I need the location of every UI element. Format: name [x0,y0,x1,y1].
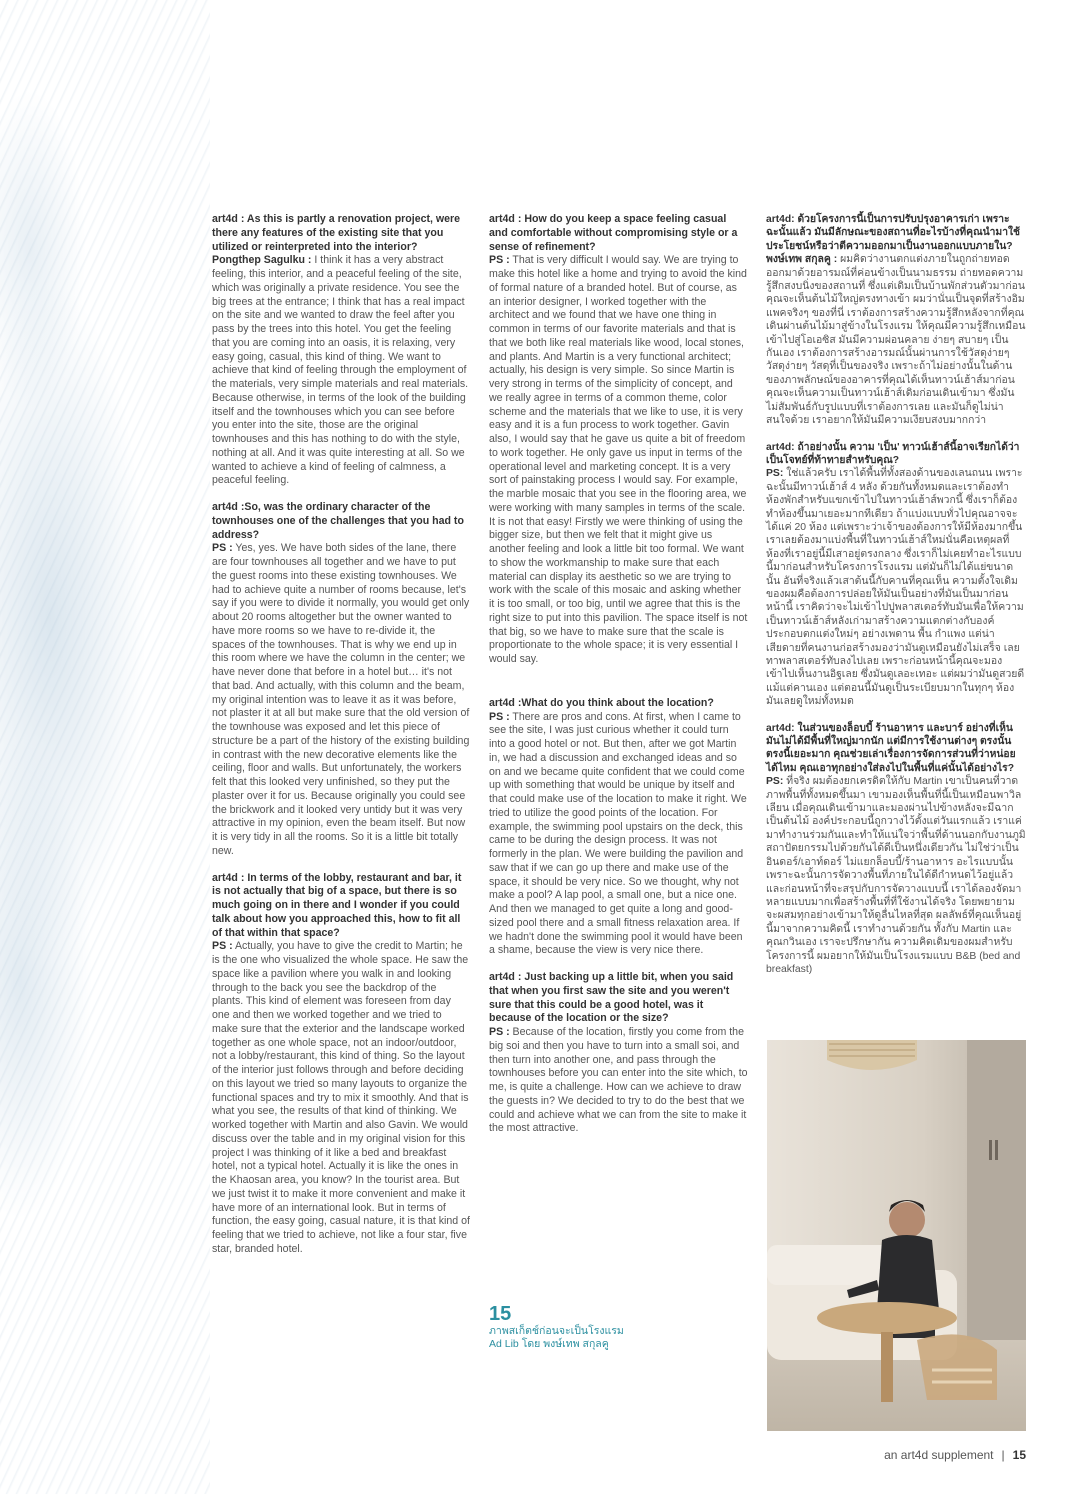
page-number: 15 [1012,1448,1026,1462]
answer: ผมคิดว่างานตกแต่งภายในถูกถ่ายทอดออกมาด้วยอารมณ์ที่ค่อนข้างเป็นนามธรรม ถ่ายทอดความรู้สึกสงบนิ่งของสถานที่ ซึ่งแต่เดิมเป็นบ้านพักส่วนตัวมาก่อน คุณจะเห็นต้นไม้ใหญ่ตรงทางเข้า ผมว่านั่นเป็นจุดที่สร้างอิมแพคจริงๆ ของที่นี่ เราต้องการสร้างความรู้สึกหลังจากที่คุณเดินผ่านต้นไม้มาสู่ข้างในโรงแรม ให้คุณมีความรู้สึกเหมือนเข้าไปสู่โอเอซิส มันมีความผ่อนคลาย ง่ายๆ สบายๆ เป็นกันเอง เราต้องการสร้างอารมณ์นั้นผ่านการใช้วัสดุง่ายๆ วัสดุง่ายๆ วัสดุที่เป็นของจริง เพราะถ้าไม่อย่างนั้นในด้านของภาพลักษณ์ของอาคารที่คุณได้เห็นทาวน์เฮ้าส์มาก่อน คุณจะเห็นความเป็นทาวน์เฮ้าส์เดิมก่อนเดินเข้ามา ซึ่งมันไม่สัมพันธ์กับรูปแบบที่เราต้องการเลย และมันก็ดูไม่น่าสนใจด้วย เราอยากให้มันมีความเงียบสงบมากกว่า [766,254,1026,427]
footer-separator: | [1001,1448,1005,1462]
article-column-1 [212,213,470,1270]
answer: There are pros and cons. At first, when I came to see the site, I was just curious whether it could turn into a good hotel or not. But then, after we got Martin in, we had a discussion and exchanged ideas and so on and we became quite confident that we could come up with something that would be unique by itself and that could make use of the location to make it right. We tried to utilize the good points of the location. For example, the swimming pool upstairs on the deck, this came to be during the design process. It was not formerly in the plan. We were building the pavilion and saw that if we can go up there and make use of the space, it should be very nice. So we thought, why not make a pool? A lap pool, a small one, but a nice one. And then we managed to get quite a long and good-sized pool there and a small fitness relaxation area. If we hadn't done the swimming pool it would have been a shame, because the view is very nice there. [489,710,747,957]
designer-portrait-photo [767,1040,1026,1431]
portrait-illustration [767,1040,1026,1431]
page-footer [840,1448,1026,1462]
answer: Because of the location, firstly you come from the big soi and then you have to turn into a small soi, and then turn into another one, and pass through the townhouses before you can enter into the site which, to me, is quite a challenge. How can we achieve to draw the guests in? We decided to try to do the best that we could and achieve what we can from the site to make it the most attractive. [489,1026,748,1135]
qa-block [212,213,470,488]
question: art4d : As this is partly a renovation project, were there any features of the existing site that you utilized or reinterpreted into the interior? [212,213,461,253]
question: art4d: ในส่วนของล็อบบี้ ร้านอาหาร และบาร์ อย่างที่เห็น มันไม่ได้มีพื้นที่ใหญ่มากนัก แต่มีการใช้งานต่างๆ ตรงนั้นตรงนี้เยอะมาก คุณช่วยเล่าเรื่องการจัดการส่วนที่ว่าหน่อยได้ไหม คุณเอาทุกอย่างใส่ลงไปในพื้นที่แค่นั้นได้อย่างไร? [766,722,1016,774]
speaker: PS : [212,542,233,555]
question: art4d :What do you think about the location? [489,696,714,709]
qa-block [766,213,1026,428]
qa-block [212,872,470,1257]
qa-block [489,971,748,1136]
answer: That is very difficult I would say. We are trying to make this hotel like a home and trying to avoid the kind of formal nature of a branded hotel. But of course, as an interior designer, I worked together with the architect and we found that we have one thing in common in terms of our favorite materials and that is that we both like real materials like wood, local stones, and plants. And Martin is a very functional architect; actually, his design is very simple. So since Martin is very strong in terms of the simplicity of concept, and we really agree in terms of a common theme, color scheme and the materials that we like to use, it is very easy and it is a fun process to work together. Gavin also, I would say that he gave us quite a bit of freedom to work together. He only gave us input in terms of the operational level and marketing concept. It is a very sort of painstaking process I would say. For example, the marble mosaic that you see in the flooring area, we were working with many samples in terms of the scale. It is not that easy! Firstly we were thinking of using the bigger size, but then we felt that it might give us another feeling and look a little bit too formal. We want to show the workmanship to make sure that each material can display its aesthetic so we are trying to work with the scale of this mosaic and asking whether it is too small, or too big, until we agree that this is the right size to put into this pavilion. The space itself is not that big, so we have to make sure that the scale is proportionate to the whole space; it is very essential I would say. [489,254,748,665]
article-column-2 [489,213,748,1149]
speaker: Pongthep Sagulku : [212,254,312,267]
answer: ใช่แล้วครับ เราได้พื้นที่ทั้งสองด้านของเลนถนน เพราะฉะนั้นมีทาวน์เฮ้าส์ 4 หลัง ด้วยกันทั้งหมดและเราต้องทำห้องพักสำหรับแขกเข้าไปในทาวน์เฮ้าส์พวกนี้ ซึ่งเราก็ต้องทำห้องขึ้นมาเยอะมากทีเดียว ถ้าแบ่งแบบทั่วไปคุณอาจจะได้แค่ 20 ห้อง แต่เพราะว่าเจ้าของต้องการให้มีห้องมากขึ้น เราเลยต้องมาแบ่งพื้นที่ในทาวน์เฮ้าส์ใหม่นั่นคือเหตุผลที่ห้องที่เราอยู่นี้มีเสาอยู่ตรงกลาง ซึ่งเราก็ไม่เคยทำอะไรแบบนี้มาก่อนสำหรับโครงการโรงแรม แต่มันก็ไม่ได้แย่ขนาดนั้น อันที่จริงแล้วเสาต้นนี้กับคานที่คุณเห็น ความตั้งใจเดิมของผมคือต้องการปล่อยให้มันเป็นอย่างที่มันเป็นมาก่อนหน้านี้ เราคิดว่าจะไม่เข้าไปปูพลาสเตอร์ทับมันเพื่อให้ความเป็นทาวน์เฮ้าส์หลังเก่ามาสร้างความแตกต่างกับองค์ประกอบตกแต่งใหม่ๆ อย่างเพดาน พื้น กำแพง แต่น่าเสียดายที่คนงานก่อสร้างมองว่ามันดูเหมือนยังไม่เสร็จ เลยทาพลาสเตอร์ทับลงไปเลย เพราะก่อนหน้านี้คุณจะมองเข้าไปเห็นงานอิฐเลย ซึ่งมันดูเลอะเทอะ แต่ผมว่ามันดูสวยดี แม้แต่คานเอง แต่ตอนนี้มันดูเป็นระเบียบมากในทุกๆ ห้องมันเลยดูใหม่ทั้งหมด [766,468,1025,708]
question: art4d :So, was the ordinary character of the townhouses one of the challenges that you had to address? [212,501,464,541]
answer: I think it has a very abstract feeling, this interior, and a peaceful feeling of the site, which was originally a private residence. You see the big trees at the entrance; I think that has a real impact on the site and we wanted to draw the feel after you pass by the trees into this hotel. You get the feeling that you are coming into an oasis, it is relaxing, very easy going, casual, this kind of thing. We want to achieve that kind of feeling through the employment of the materials, very simple materials and real materials. Because otherwise, in terms of the look of the building itself and the townhouses which you can see before you enter into the site, those are the original townhouses and this has nothing to do with the style, nothing at all. And it was quite interesting at all. So we wanted to achieve a kind of feeling of calmness, a peaceful feeling. [212,254,469,487]
qa-block [766,722,1026,977]
answer: Yes, yes. We have both sides of the lane, there are four townhouses all together and we have to put the guest rooms into these existing townhouses. We had to achieve quite a number of rooms because, let's say if you were to divide it normally, you would get only about 20 rooms altogether but the owner wanted to have more rooms so we have to re-divide it, the spaces of the townhouses. That is why we end up in this room where we have the column in the center; we have never done that before in a hotel but… it's not that bad. And actually, with this column and the beam, my original intention was to leave it as it was before, not plaster it at all but make sure that the old version of the townhouse was exposed and let this piece of structure be a part of the history of the existing building in contrast with the new decorative elements like the ceiling, floor and walls. But unfortunately, the workers felt that this looked very unfinished, so they put the plaster over it for us. Because originally you could see the brickwork and it looked very untidy but it was very attractive in my opinion, even the beam itself. But now it is very tidy in all the rooms. So it is a little bit totally new. [212,542,470,857]
caption-line-2: Ad Lib โดย พงษ์เทพ สกุลคู [489,1338,609,1350]
speaker: PS : [212,940,233,953]
watercolor-background [0,0,210,1494]
supplement-label: an art4d supplement [884,1448,994,1462]
speaker: พงษ์เทพ สกุลคู : [766,254,838,266]
qa-block [212,501,470,859]
question: art4d : How do you keep a space feeling casual and comfortable without compromising style or a sense of refinement? [489,213,738,253]
sketch-caption [489,1303,689,1351]
speaker: PS: [766,468,784,480]
qa-block [489,697,748,958]
caption-number: 15 [489,1303,512,1325]
qa-block [489,213,748,667]
speaker: PS: [766,776,784,788]
answer: ที่จริง ผมต้องยกเครดิตให้กับ Martin เขาเป็นคนที่วาดภาพพื้นที่ทั้งหมดขึ้นมา เขามองเห็นพื้นที่นี้เป็นเหมือนพาวิลเลียน เมื่อคุณเดินเข้ามาและมองผ่านไปข้างหลังจะมีฉากเป็นต้นไม้ องค์ประกอบนี้ถูกวางไว้ตั้งแต่วันแรกแล้ว เราแค่มาทำงานร่วมกันและทำให้แน่ใจว่าพื้นที่ด้านนอกกับงานภูมิสถาปัตยกรรมไปด้วยกันได้ดีเป็นหนึ่งเดียวกัน ไม่ใช่ว่าเป็นอินดอร์/เอาท์ดอร์ ไม่แยกล็อบบี้/ร้านอาหาร อะไรแบบนั้น เพราะฉะนั้นการจัดวางพื้นที่ภายในได้ดีกำหนดไว้อยู่แล้ว และก่อนหน้าที่จะสรุปกับการจัดวางแบบนี้ เราได้ลองจัดมาหลายแบบมากเพื่อสร้างพื้นที่ที่ใช้งานได้จริง โดยพยายามจะผสมทุกอย่างเข้ามาให้ดูลื่นไหลที่สุด ผลลัพธ์ที่คุณเห็นอยู่นี้มาจากความคิดนี้ เราทำงานด้วยกัน ทั้งกับ Martin และคุณกวินเอง เราจะปรึกษากัน ความคิดเดิมของผมสำหรับโครงการนี้ ผมอยากให้มันเป็นโรงแรมแบบ B&B (bed and breakfast) [766,776,1026,975]
speaker: PS : [489,254,510,267]
speaker: PS : [489,1026,510,1038]
question: art4d : Just backing up a little bit, when you said that when you first saw the site and you weren't sure that this could be a good hotel, was it because of the location or the size? [489,971,734,1025]
question: art4d: ถ้าอย่างนั้น ความ 'เป็น' ทาวน์เฮ้าส์นี้อาจเรียกได้ว่าเป็นโจทย์ที่ท้าทายสำหรับคุณ? [766,441,1020,466]
answer: Actually, you have to give the credit to Martin; he is the one who visualized the whole space. He saw the space like a pavilion where you walk in and looking through to the back you see the backdrop of the plants. This kind of element was foreseen from day one and then we worked together and we tried to make sure that the exterior and the landscape worked together as one whole space, not an indoor/outdoor, not a lobby/restaurant, this kind of thing. So the layout of the interior just follows through and before deciding on this layout we tried so many layouts to organize the functional spaces and try to mix it smoothly. And that is what you see, the results of that kind of thinking. We worked together with Martin and also Gavin. We would discuss over the table and in my original vision for this project I was thinking of it like a bed and breakfast hotel, not a typical hotel. Actually it is like the ones in the Khaosan area, you know? In the tourist area. But we just twist it to make it more convenient and make it have more of an international look. But in terms of function, the easy going, casual nature, it is that kind of feeling that we tried to achieve, not like a four star, five star, branded hotel. [212,940,470,1255]
question: art4d : In terms of the lobby, restaurant and bar, it is not actually that big of a space, but there is so much going on in there and I wonder if you could talk about how you approached this, how to fit all of that within that space? [212,871,462,939]
qa-block [766,441,1026,709]
question: art4d: ด้วยโครงการนี้เป็นการปรับปรุงอาคารเก่า เพราะฉะนั้นแล้ว มันมีลักษณะของสถานที่อะไรบ้างที่คุณนำมาใช้ประโยชน์หรือว่าตีความออกมาเป็นงานออกแบบภายใน? [766,214,1021,252]
caption-line-1: ภาพสเก็ตช์ก่อนจะเป็นโรงแรม [489,1325,624,1337]
article-column-3-thai [766,213,1026,989]
speaker: PS : [489,710,510,723]
